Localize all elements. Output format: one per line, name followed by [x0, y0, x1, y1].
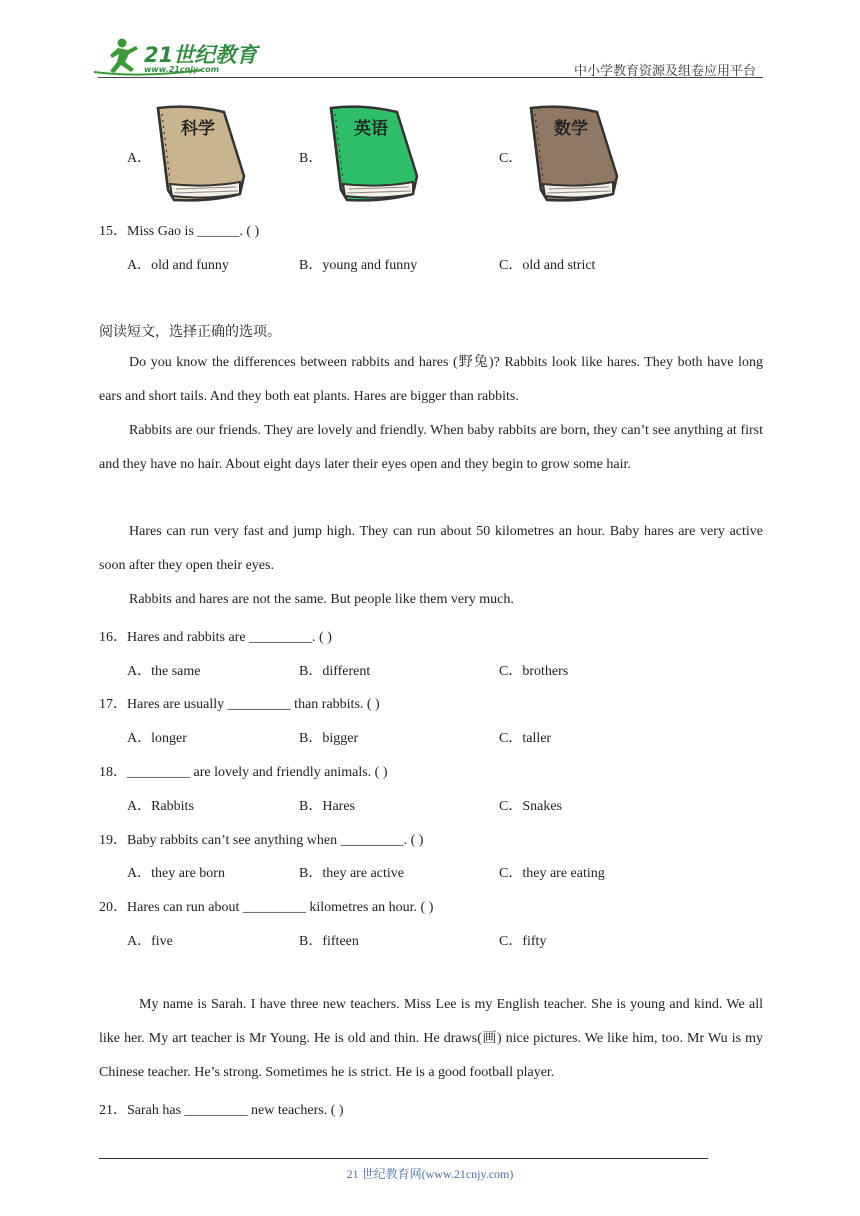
q19-option-c: C．they are eating [499, 866, 605, 881]
q17-option-a: A．longer [127, 731, 187, 746]
passage2-paragraph: My name is Sarah. I have three new teachers. Miss Lee is my English teacher. She is young and kind. We all like her. My art teacher is Mr Young. He is old and thin. He draws(画) nice pictures. We like him, too. Mr Wu is my Chinese teacher. He’s strong. Sometimes he is strict. He is a good football player. [99, 997, 763, 1080]
english-book-image [323, 104, 419, 202]
reading-instruction: 阅读短文，选择正确的选项。 [99, 325, 281, 340]
passage1-paragraph-1: Do you know the differences between rabbits and hares (野兔)? Rabbits look like hares. They both have long ears and short tails. And they both eat plants. Hares are bigger than rabbits. [99, 355, 763, 404]
q20-option-b: B．fifteen [299, 934, 359, 949]
site-logo [92, 36, 262, 78]
science-book-label: 科学 [181, 119, 215, 139]
q16-option-b: B．different [299, 664, 371, 679]
q20-option-c: C．fifty [499, 934, 547, 949]
q15-option-b: B．young and funny [299, 258, 418, 273]
footer-divider [99, 1158, 708, 1159]
question-17-stem: 17．Hares are usually _________ than rabbits. ( ) [99, 697, 380, 712]
q16-option-c: C．brothers [499, 664, 569, 679]
question-19-stem: 19．Baby rabbits can’t see anything when _________. ( ) [99, 833, 424, 848]
logo-text: 21世纪教育 [144, 43, 258, 67]
english-book-label: 英语 [354, 119, 388, 139]
q16-option-a: A．the same [127, 664, 201, 679]
site-slogan: 中小学教育资源及组卷应用平台 [573, 63, 756, 78]
q19-option-a: A．they are born [127, 866, 225, 881]
logo-url: www.21cnjy.com [144, 65, 220, 74]
question-16-stem: 16．Hares and rabbits are _________. ( ) [99, 630, 332, 645]
math-book-label: 数学 [554, 119, 588, 139]
question-21-stem: 21．Sarah has _________ new teachers. ( ) [99, 1103, 344, 1118]
q14-option-b-letter: B． [299, 151, 323, 166]
question-20-stem: 20．Hares can run about _________ kilometres an hour. ( ) [99, 900, 434, 915]
q20-option-a: A．five [127, 934, 173, 949]
math-book-image [523, 104, 619, 202]
science-book-image [150, 104, 246, 202]
q17-option-c: C．taller [499, 731, 552, 746]
passage1-paragraph-4: Rabbits and hares are not the same. But people like them very much. [129, 592, 514, 607]
q14-option-c-letter: C． [499, 151, 523, 166]
q18-option-c: C．Snakes [499, 799, 562, 814]
question-18-stem: 18．_________ are lovely and friendly animals. ( ) [99, 765, 388, 780]
question-15-stem: 15．Miss Gao is ______. ( ) [99, 224, 260, 239]
q18-option-b: B．Hares [299, 799, 355, 814]
header-divider [98, 77, 763, 78]
q14-option-a-letter: A． [127, 151, 152, 166]
q15-option-c: C．old and strict [499, 258, 596, 273]
footer-text: 21 世纪教育网(www.21cnjy.com) [346, 1167, 514, 1181]
q15-option-a: A．old and funny [127, 258, 229, 273]
q18-option-a: A．Rabbits [127, 799, 194, 814]
passage1-paragraph-2: Rabbits are our friends. They are lovely and friendly. When baby rabbits are born, they can’t see anything at first and they have no hair. About eight days later their eyes open and they begin to grow some hair. [99, 423, 763, 472]
q19-option-b: B．they are active [299, 866, 404, 881]
q17-option-b: B．bigger [299, 731, 359, 746]
passage1-paragraph-3: Hares can run very fast and jump high. They can run about 50 kilometres an hour. Baby hares are very active soon after they open their eyes. [99, 524, 763, 573]
